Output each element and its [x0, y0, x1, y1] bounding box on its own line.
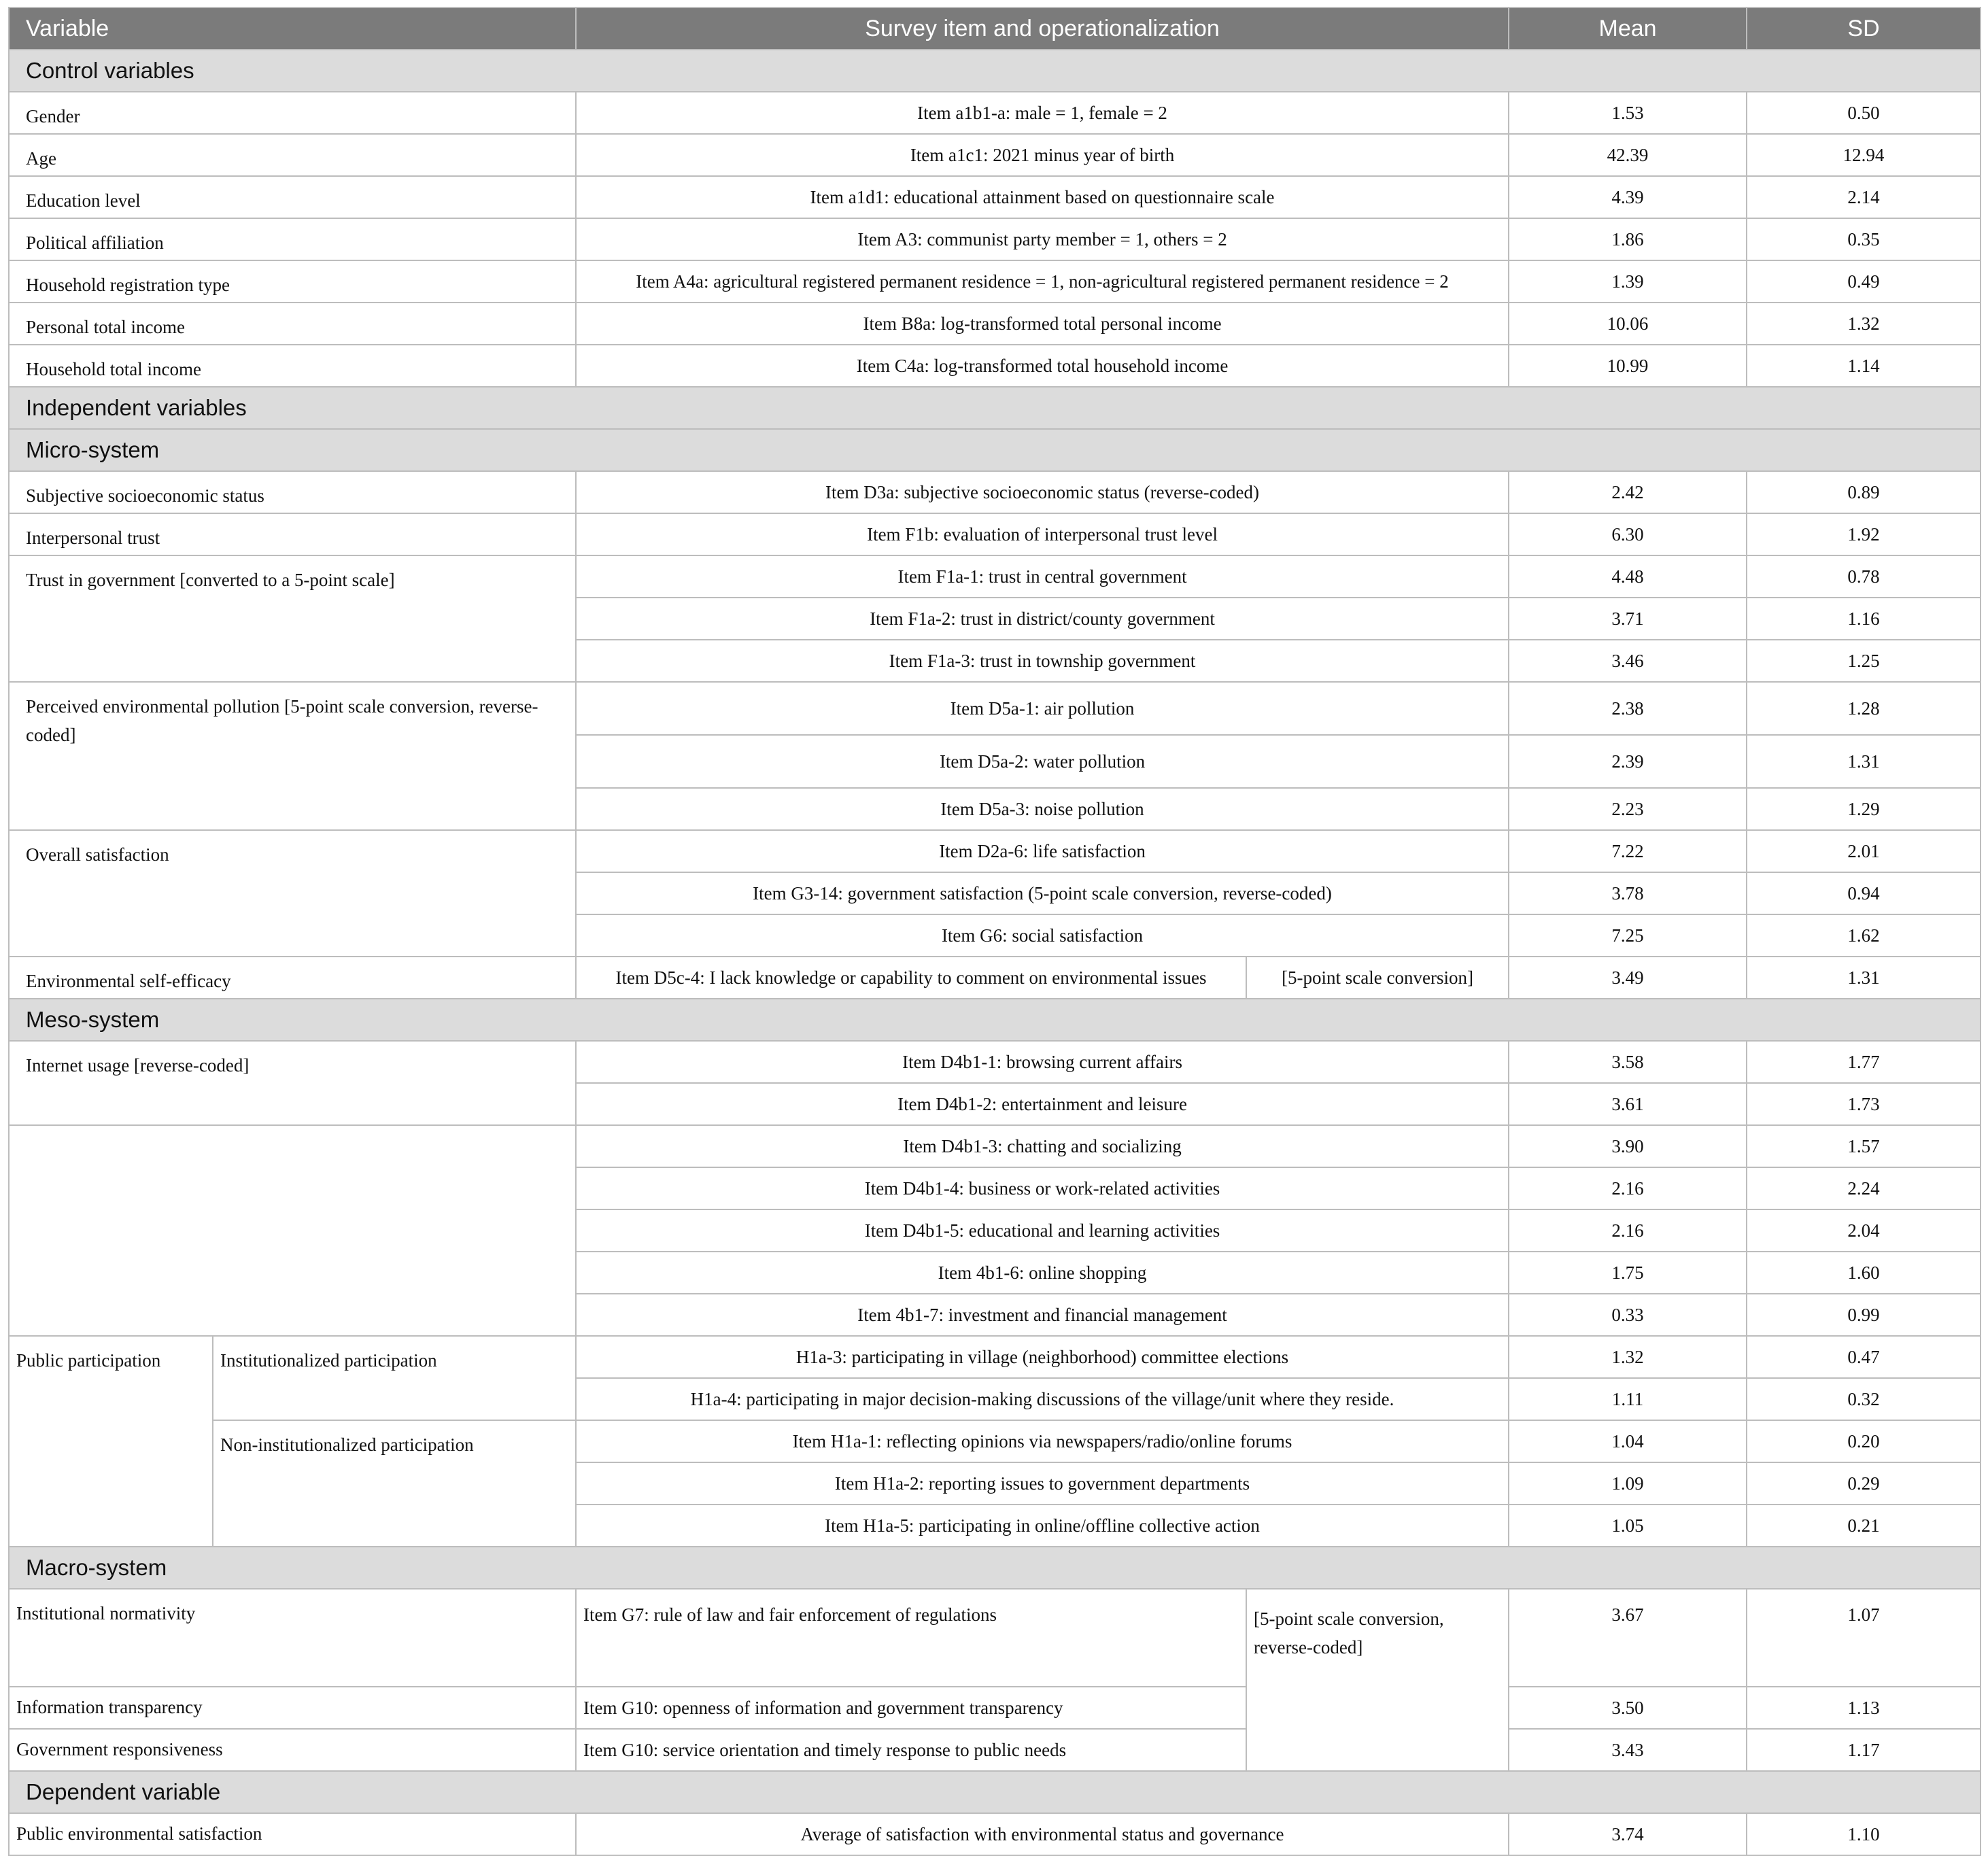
- empty-variable-cell: [9, 1125, 576, 1336]
- item-cell: Item a1b1-a: male = 1, female = 2: [576, 92, 1509, 134]
- table-row: [9, 303, 1981, 345]
- mean-cell: 3.78: [1509, 872, 1747, 914]
- sd-cell: 0.50: [1747, 92, 1981, 134]
- table-row: [9, 1589, 1981, 1687]
- table-row: [9, 1125, 1981, 1167]
- section-title: Micro-system: [9, 429, 1981, 471]
- item-cell: Item a1d1: educational attainment based on questionnaire scale: [576, 176, 1509, 218]
- table-row: [9, 218, 1981, 260]
- variable-cell: Overall satisfaction: [9, 830, 576, 957]
- section-control: [9, 50, 1981, 92]
- mean-cell: 1.32: [1509, 1336, 1747, 1378]
- variable-cell: Trust in government [converted to a 5-point scale]: [9, 555, 576, 682]
- mean-cell: 1.05: [1509, 1505, 1747, 1547]
- variable-cell: Household total income: [9, 345, 576, 387]
- table-row: [9, 555, 1981, 598]
- item-cell: Item D5c-4: I lack knowledge or capability to comment on environmental issues: [576, 957, 1246, 999]
- mean-cell: 3.43: [1509, 1729, 1747, 1771]
- sd-cell: 1.28: [1747, 682, 1981, 735]
- section-title: Control variables: [9, 50, 1981, 92]
- table-row: [9, 1729, 1981, 1771]
- item-cell: Item F1b: evaluation of interpersonal trust level: [576, 513, 1509, 555]
- table-row: [9, 471, 1981, 513]
- item-cell: Item B8a: log-transformed total personal income: [576, 303, 1509, 345]
- table-container: [8, 7, 1980, 1856]
- table-row: [9, 682, 1981, 735]
- item-cell: Item A3: communist party member = 1, others = 2: [576, 218, 1509, 260]
- variable-cell: Subjective socioeconomic status: [9, 471, 576, 513]
- sd-cell: 2.04: [1747, 1209, 1981, 1252]
- item-cell: Item F1a-2: trust in district/county government: [576, 598, 1509, 640]
- note-cell: [5-point scale conversion]: [1246, 957, 1509, 999]
- sd-cell: 1.14: [1747, 345, 1981, 387]
- variable-cell: Environmental self-efficacy: [9, 957, 576, 999]
- mean-cell: 42.39: [1509, 134, 1747, 176]
- table-row: [9, 957, 1981, 999]
- section-meso: [9, 999, 1981, 1041]
- table-row: [9, 92, 1981, 134]
- mean-cell: 1.09: [1509, 1462, 1747, 1505]
- mean-cell: 3.74: [1509, 1813, 1747, 1855]
- section-title: Meso-system: [9, 999, 1981, 1041]
- sd-cell: 0.20: [1747, 1420, 1981, 1462]
- item-cell: Average of satisfaction with environmental status and governance: [576, 1813, 1509, 1855]
- table-row: [9, 1687, 1981, 1729]
- variable-cell: Personal total income: [9, 303, 576, 345]
- item-cell: Item H1a-5: participating in online/offline collective action: [576, 1505, 1509, 1547]
- item-cell: Item G7: rule of law and fair enforcement of regulations: [576, 1589, 1246, 1687]
- sd-cell: 12.94: [1747, 134, 1981, 176]
- section-macro: [9, 1547, 1981, 1589]
- mean-cell: 1.86: [1509, 218, 1747, 260]
- mean-cell: 2.23: [1509, 788, 1747, 830]
- mean-cell: 4.48: [1509, 555, 1747, 598]
- descriptive-statistics-table: [8, 7, 1981, 1856]
- mean-cell: 3.67: [1509, 1589, 1747, 1687]
- item-cell: Item D5a-2: water pollution: [576, 735, 1509, 788]
- sd-cell: 1.29: [1747, 788, 1981, 830]
- item-cell: Item D4b1-5: educational and learning activities: [576, 1209, 1509, 1252]
- item-cell: Item D5a-3: noise pollution: [576, 788, 1509, 830]
- variable-cell: Gender: [9, 92, 576, 134]
- mean-cell: 4.39: [1509, 176, 1747, 218]
- item-cell: Item C4a: log-transformed total household income: [576, 345, 1509, 387]
- item-cell: H1a-3: participating in village (neighborhood) committee elections: [576, 1336, 1509, 1378]
- section-title: Macro-system: [9, 1547, 1981, 1589]
- sd-cell: 1.10: [1747, 1813, 1981, 1855]
- sd-cell: 1.31: [1747, 735, 1981, 788]
- sd-cell: 1.77: [1747, 1041, 1981, 1083]
- sd-cell: 2.14: [1747, 176, 1981, 218]
- section-title: Dependent variable: [9, 1771, 1981, 1813]
- mean-cell: 3.46: [1509, 640, 1747, 682]
- section-micro: [9, 429, 1981, 471]
- item-cell: Item D5a-1: air pollution: [576, 682, 1509, 735]
- sd-cell: 0.47: [1747, 1336, 1981, 1378]
- item-cell: Item G10: service orientation and timely response to public needs: [576, 1729, 1246, 1771]
- sd-cell: 2.24: [1747, 1167, 1981, 1209]
- sd-cell: 2.01: [1747, 830, 1981, 872]
- table-row: [9, 134, 1981, 176]
- item-cell: Item F1a-1: trust in central government: [576, 555, 1509, 598]
- item-cell: Item H1a-1: reflecting opinions via newspapers/radio/online forums: [576, 1420, 1509, 1462]
- sd-cell: 0.29: [1747, 1462, 1981, 1505]
- note-cell: [5-point scale conversion, reverse-coded]: [1246, 1589, 1509, 1771]
- subvariable-cell: Institutionalized participation: [213, 1336, 576, 1420]
- item-cell: Item a1c1: 2021 minus year of birth: [576, 134, 1509, 176]
- mean-cell: 3.61: [1509, 1083, 1747, 1125]
- item-cell: Item D4b1-3: chatting and socializing: [576, 1125, 1509, 1167]
- mean-cell: 3.50: [1509, 1687, 1747, 1729]
- variable-cell: Public participation: [9, 1336, 213, 1547]
- header-sd: SD: [1747, 7, 1981, 50]
- sd-cell: 1.31: [1747, 957, 1981, 999]
- table-row: [9, 513, 1981, 555]
- variable-cell: Age: [9, 134, 576, 176]
- mean-cell: 3.58: [1509, 1041, 1747, 1083]
- sd-cell: 1.16: [1747, 598, 1981, 640]
- variable-cell: Perceived environmental pollution [5-point scale conversion, reverse-coded]: [9, 682, 576, 830]
- sd-cell: 1.25: [1747, 640, 1981, 682]
- item-cell: Item G3-14: government satisfaction (5-point scale conversion, reverse-coded): [576, 872, 1509, 914]
- item-cell: Item F1a-3: trust in township government: [576, 640, 1509, 682]
- mean-cell: 1.39: [1509, 260, 1747, 303]
- item-cell: Item D4b1-2: entertainment and leisure: [576, 1083, 1509, 1125]
- sd-cell: 1.73: [1747, 1083, 1981, 1125]
- sd-cell: 0.99: [1747, 1294, 1981, 1336]
- variable-cell: Institutional normativity: [9, 1589, 576, 1687]
- item-cell: Item H1a-2: reporting issues to government departments: [576, 1462, 1509, 1505]
- sd-cell: 1.92: [1747, 513, 1981, 555]
- section-dependent: [9, 1771, 1981, 1813]
- sd-cell: 0.49: [1747, 260, 1981, 303]
- item-cell: Item D4b1-4: business or work-related activities: [576, 1167, 1509, 1209]
- table-row: [9, 260, 1981, 303]
- variable-cell: Information transparency: [9, 1687, 576, 1729]
- mean-cell: 2.16: [1509, 1209, 1747, 1252]
- table-row: [9, 1336, 1981, 1378]
- item-cell: H1a-4: participating in major decision-making discussions of the village/unit where they reside.: [576, 1378, 1509, 1420]
- sd-cell: 1.32: [1747, 303, 1981, 345]
- mean-cell: 7.25: [1509, 914, 1747, 957]
- mean-cell: 2.42: [1509, 471, 1747, 513]
- header-mean: Mean: [1509, 7, 1747, 50]
- sd-cell: 0.35: [1747, 218, 1981, 260]
- mean-cell: 3.49: [1509, 957, 1747, 999]
- item-cell: Item D4b1-1: browsing current affairs: [576, 1041, 1509, 1083]
- variable-cell: Political affiliation: [9, 218, 576, 260]
- mean-cell: 1.11: [1509, 1378, 1747, 1420]
- variable-cell: Internet usage [reverse-coded]: [9, 1041, 576, 1125]
- sd-cell: 0.78: [1747, 555, 1981, 598]
- section-independent: [9, 387, 1981, 429]
- mean-cell: 3.90: [1509, 1125, 1747, 1167]
- mean-cell: 1.04: [1509, 1420, 1747, 1462]
- sd-cell: 1.07: [1747, 1589, 1981, 1687]
- section-title: Independent variables: [9, 387, 1981, 429]
- mean-cell: 7.22: [1509, 830, 1747, 872]
- variable-cell: Interpersonal trust: [9, 513, 576, 555]
- mean-cell: 2.38: [1509, 682, 1747, 735]
- item-cell: Item D2a-6: life satisfaction: [576, 830, 1509, 872]
- table-row: [9, 176, 1981, 218]
- sd-cell: 0.32: [1747, 1378, 1981, 1420]
- table-row: [9, 1813, 1981, 1855]
- variable-cell: Household registration type: [9, 260, 576, 303]
- item-cell: Item 4b1-7: investment and financial management: [576, 1294, 1509, 1336]
- item-cell: Item A4a: agricultural registered permanent residence = 1, non-agricultural registered permanent residence = 2: [576, 260, 1509, 303]
- header-row: [9, 7, 1981, 50]
- table-row: [9, 830, 1981, 872]
- sd-cell: 1.57: [1747, 1125, 1981, 1167]
- mean-cell: 2.39: [1509, 735, 1747, 788]
- mean-cell: 10.99: [1509, 345, 1747, 387]
- mean-cell: 1.53: [1509, 92, 1747, 134]
- variable-cell: Government responsiveness: [9, 1729, 576, 1771]
- sd-cell: 1.13: [1747, 1687, 1981, 1729]
- sd-cell: 1.17: [1747, 1729, 1981, 1771]
- table-row: [9, 345, 1981, 387]
- table-row: [9, 1041, 1981, 1083]
- mean-cell: 6.30: [1509, 513, 1747, 555]
- header-survey-item: Survey item and operationalization: [576, 7, 1509, 50]
- sd-cell: 0.21: [1747, 1505, 1981, 1547]
- sd-cell: 0.94: [1747, 872, 1981, 914]
- mean-cell: 2.16: [1509, 1167, 1747, 1209]
- sd-cell: 1.60: [1747, 1252, 1981, 1294]
- item-cell: Item D3a: subjective socioeconomic status (reverse-coded): [576, 471, 1509, 513]
- variable-cell: Public environmental satisfaction: [9, 1813, 576, 1855]
- variable-cell: Education level: [9, 176, 576, 218]
- subvariable-cell: Non-institutionalized participation: [213, 1420, 576, 1547]
- sd-cell: 0.89: [1747, 471, 1981, 513]
- mean-cell: 1.75: [1509, 1252, 1747, 1294]
- mean-cell: 0.33: [1509, 1294, 1747, 1336]
- table-row: [9, 1420, 1981, 1462]
- mean-cell: 10.06: [1509, 303, 1747, 345]
- item-cell: Item G10: openness of information and government transparency: [576, 1687, 1246, 1729]
- mean-cell: 3.71: [1509, 598, 1747, 640]
- item-cell: Item G6: social satisfaction: [576, 914, 1509, 957]
- item-cell: Item 4b1-6: online shopping: [576, 1252, 1509, 1294]
- sd-cell: 1.62: [1747, 914, 1981, 957]
- header-variable: Variable: [9, 7, 576, 50]
